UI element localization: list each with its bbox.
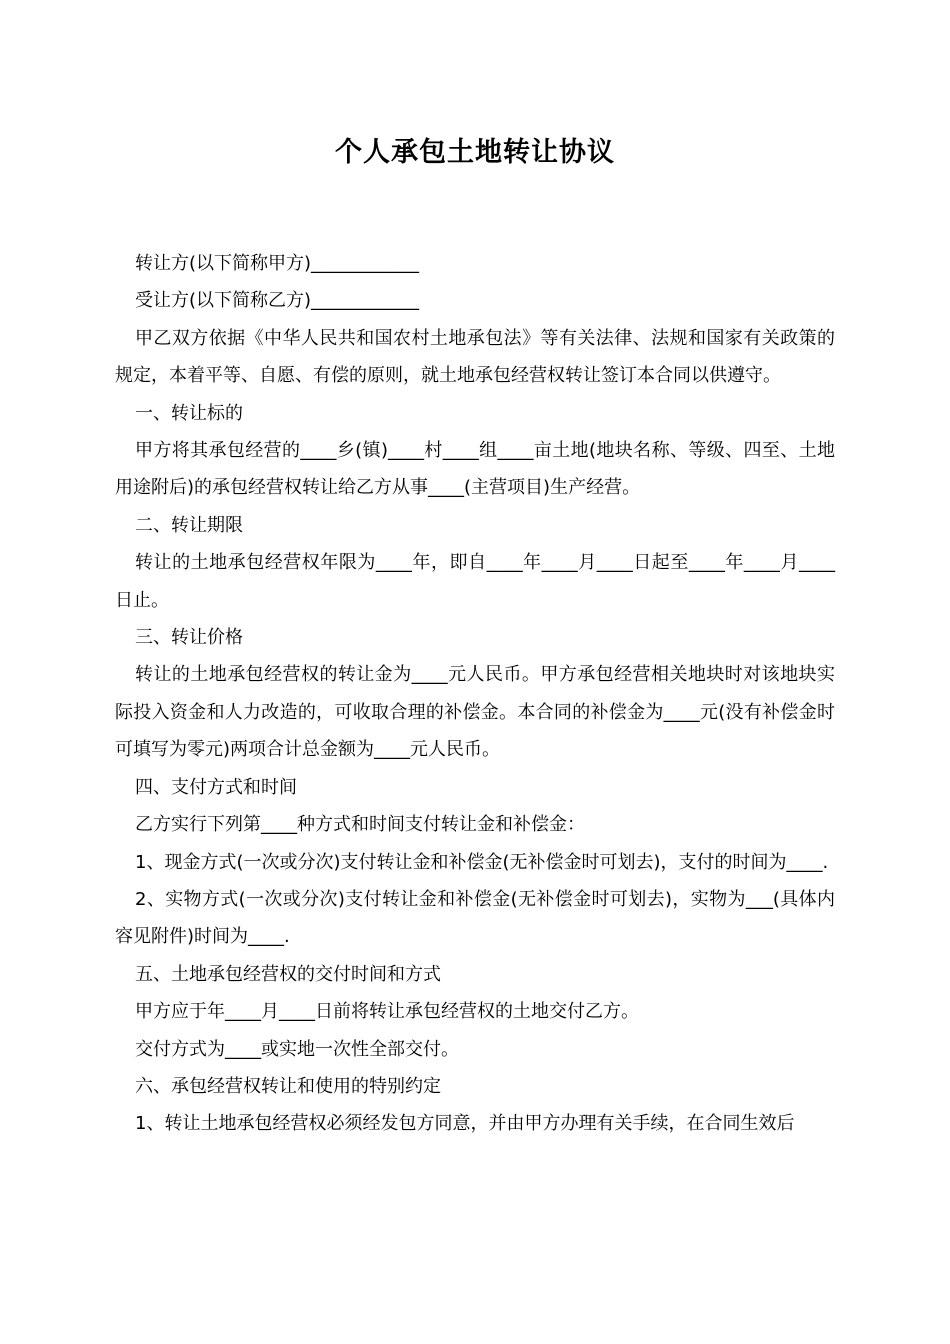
- paragraph-special-terms-1: 1、转让土地承包经营权必须经发包方同意，并由甲方办理有关手续，在合同生效后: [135, 1113, 795, 1135]
- section-heading-2: 二、转让期限: [135, 514, 243, 536]
- paragraph-delivery-date: 甲方应于年____月____日前将转让承包经营权的土地交付乙方。: [135, 1001, 639, 1023]
- paragraph-transferee: 受让方(以下简称乙方)____________: [135, 290, 420, 312]
- section-heading-6: 六、承包经营权转让和使用的特别约定: [135, 1075, 441, 1097]
- paragraph-payment-method: 乙方实行下列第____种方式和时间支付转让金和补偿金：: [135, 814, 585, 836]
- section-heading-3: 三、转让价格: [135, 627, 243, 649]
- paragraph-payment-cash: 1、现金方式(一次或分次)支付转让金和补偿金(无补偿金时可划去)，支付的时间为____.: [135, 851, 829, 873]
- paragraph-delivery-method: 交付方式为____或实地一次性全部交付。: [135, 1038, 459, 1060]
- paragraph-preamble: 甲乙双方依据《中华人民共和国农村土地承包法》等有关法律、法规和国家有关政策的规定，本着平等、自愿、有偿的原则，就土地承包经营权转让签订本合同以供遵守。: [115, 327, 835, 387]
- paragraph-subject: 甲方将其承包经营的____乡(镇)____村____组____亩土地(地块名称、等级、四至、土地用途附后)的承包经营权转让给乙方从事____(主营项目)生产经营。: [115, 440, 835, 499]
- paragraph-term: 转让的土地承包经营权年限为____年，即自____年____月____日起至____年____月____日止。: [115, 552, 835, 611]
- paragraph-transferor: 转让方(以下简称甲方)____________: [135, 253, 420, 274]
- section-heading-5: 五、土地承包经营权的交付时间和方式: [135, 963, 441, 985]
- paragraph-price: 转让的土地承包经营权的转让金为____元人民币。甲方承包经营相关地块时对该地块实际投入资金和人力改造的，可收取合理的补偿金。本合同的补偿金为____元(没有补偿金时可填写为零元)两项合计总金额为____元人民币。: [115, 664, 835, 761]
- section-heading-4: 四、支付方式和时间: [135, 776, 297, 798]
- document-title: 个人承包土地转让协议: [335, 137, 615, 168]
- section-heading-1: 一、转让标的: [135, 402, 243, 424]
- paragraph-payment-in-kind: 2、实物方式(一次或分次)支付转让金和补偿金(无补偿金时可划去)，实物为___(具体内容见附件)时间为____.: [115, 888, 835, 948]
- document-body: [115, 245, 835, 1143]
